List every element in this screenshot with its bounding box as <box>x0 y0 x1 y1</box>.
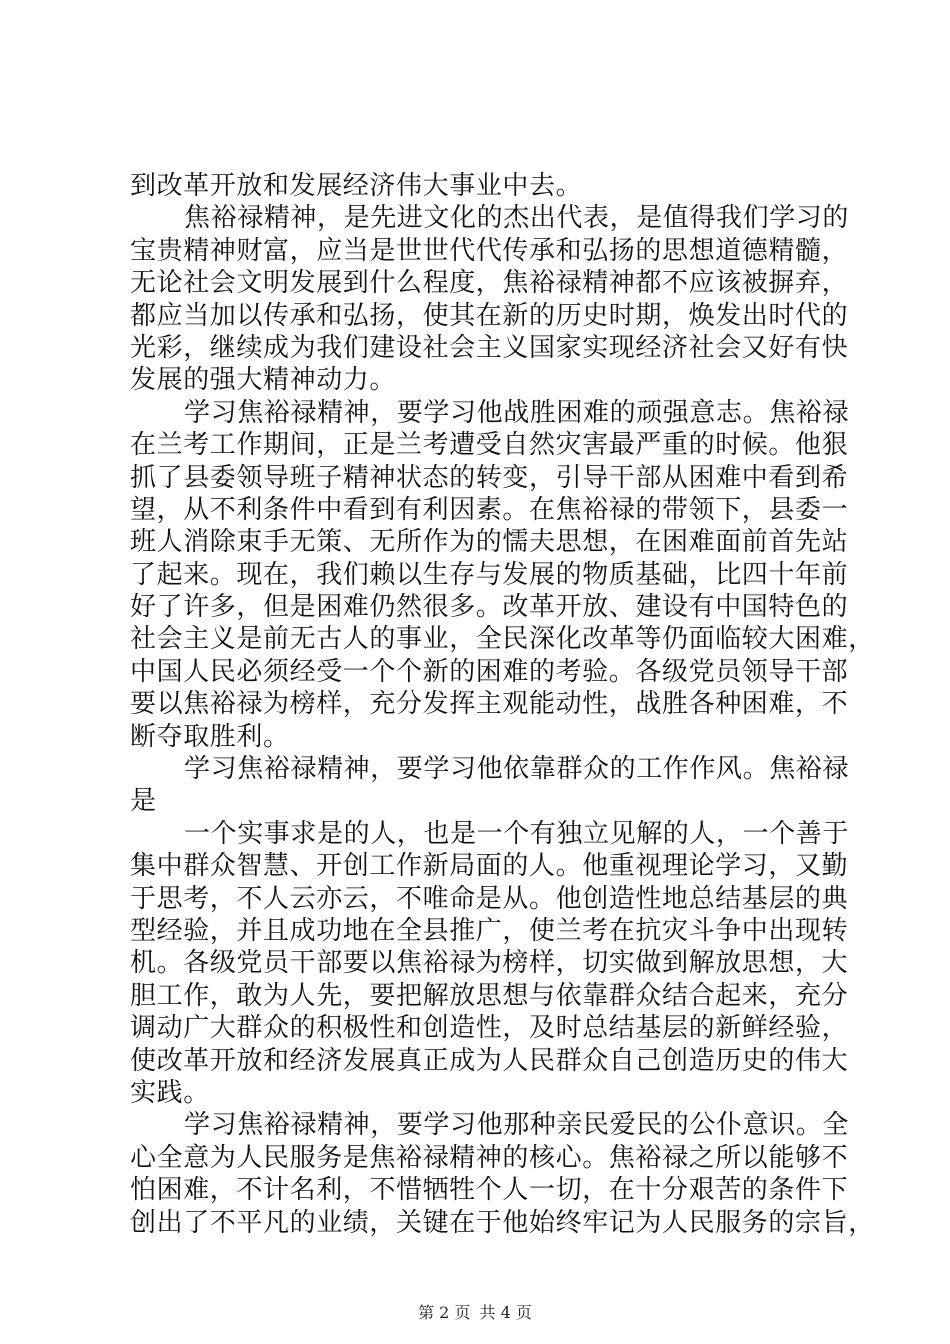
text-line: 机。各级党员干部要以焦裕禄为榜样，切实做到解放思想，大 <box>130 948 849 979</box>
text-line: 在兰考工作期间，正是兰考遭受自然灾害最严重的时候。他狠 <box>130 430 849 461</box>
text-line: 实践。 <box>130 1077 210 1108</box>
page-number: 第 2 页 <box>418 1303 471 1322</box>
text-line: 集中群众智慧、开创工作新局面的人。他重视理论学习，又勤 <box>130 851 849 882</box>
text-line: 怕困难，不计名利，不惜牺牲个人一切，在十分艰苦的条件下 <box>130 1175 849 1206</box>
text-line: 好了许多，但是困难仍然很多。改革开放、建设有中国特色的 <box>130 592 849 623</box>
text-line: 调动广大群众的积极性和创造性，及时总结基层的新鲜经验， <box>130 1013 849 1044</box>
text-line: 学习焦裕禄精神，要学习他战胜困难的顽强意志。焦裕禄 <box>184 397 850 428</box>
text-line: 无论社会文明发展到什么程度，焦裕禄精神都不应该被摒弃， <box>130 268 849 299</box>
text-line: 学习焦裕禄精神，要学习他那种亲民爱民的公仆意识。全 <box>184 1110 850 1141</box>
text-line: 都应当加以传承和弘扬，使其在新的历史时期，焕发出时代的 <box>130 300 849 331</box>
page-footer <box>0 1303 950 1323</box>
text-line: 望，从不利条件中看到有利因素。在焦裕禄的带领下，县委一 <box>130 494 849 525</box>
text-line: 型经验，并且成功地在全县推广，使兰考在抗灾斗争中出现转 <box>130 915 849 946</box>
text-line: 班人消除束手无策、无所作为的懦夫思想，在困难面前首先站 <box>130 527 849 558</box>
text-line: 要以焦裕禄为榜样，充分发挥主观能动性，战胜各种困难，不 <box>130 689 849 720</box>
text-line: 于思考，不人云亦云，不唯命是从。他创造性地总结基层的典 <box>130 883 849 914</box>
text-line: 使改革开放和经济发展真正成为人民群众自己创造历史的伟大 <box>130 1045 849 1076</box>
text-line: 抓了县委领导班子精神状态的转变，引导干部从困难中看到希 <box>130 462 849 493</box>
page-total: 共 4 页 <box>479 1303 532 1322</box>
text-line: 中国人民必须经受一个个新的困难的考验。各级党员领导干部 <box>130 656 849 687</box>
text-line: 学习焦裕禄精神，要学习他依靠群众的工作作风。焦裕禄 <box>184 754 850 785</box>
text-line: 宝贵精神财富，应当是世世代代传承和弘扬的思想道德精髓， <box>130 235 849 266</box>
text-line: 发展的强大精神动力。 <box>130 365 397 396</box>
text-line: 了起来。现在，我们赖以生存与发展的物质基础，比四十年前 <box>130 559 849 590</box>
text-line: 一个实事求是的人，也是一个有独立见解的人，一个善于 <box>184 818 850 849</box>
text-line: 是 <box>130 786 157 817</box>
text-line: 胆工作，敢为人先，要把解放思想与依靠群众结合起来，充分 <box>130 980 849 1011</box>
text-line: 断夺取胜利。 <box>130 721 290 752</box>
text-line: 焦裕禄精神，是先进文化的杰出代表，是值得我们学习的 <box>184 203 850 234</box>
text-line: 社会主义是前无古人的事业，全民深化改革等仍面临较大困难， <box>130 624 875 655</box>
text-line: 心全意为人民服务是焦裕禄精神的核心。焦裕禄之所以能够不 <box>130 1142 849 1173</box>
text-line: 到改革开放和发展经济伟大事业中去。 <box>130 171 583 201</box>
text-line: 创出了不平凡的业绩，关键在于他始终牢记为人民服务的宗旨， <box>130 1207 875 1238</box>
text-line: 光彩，继续成为我们建设社会主义国家实现经济社会又好有快 <box>130 332 849 363</box>
document-body <box>130 170 875 1239</box>
